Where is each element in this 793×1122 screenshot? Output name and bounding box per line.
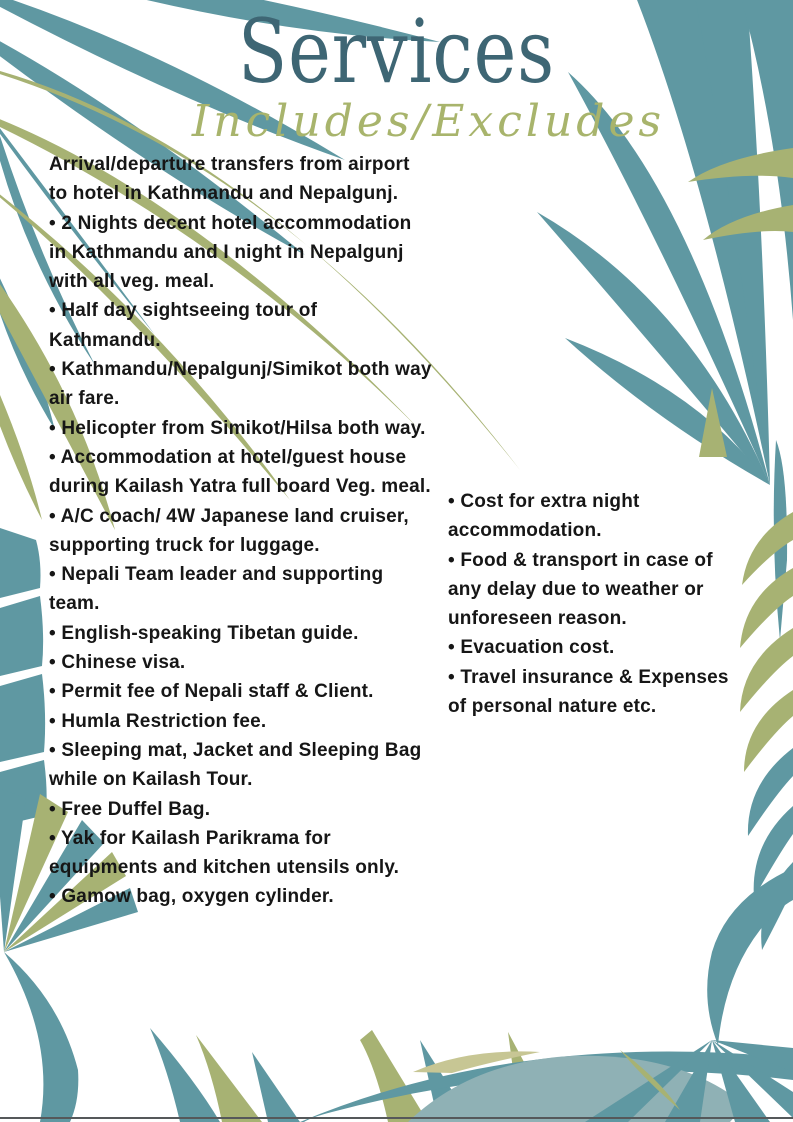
excludes-item: • Travel insurance & Expenses of personal nature etc.: [448, 666, 729, 718]
page-title: [0, 0, 793, 103]
excludes-item: • Food & transport in case of any delay due to weather or unforeseen reason.: [448, 549, 713, 630]
includes-item: • Nepali Team leader and supporting team.: [49, 564, 384, 615]
page-title-text: Services: [237, 0, 556, 103]
includes-item: • 2 Nights decent hotel accommodation in Kathmandu and I night in Nepalgunj with all veg. meal.: [49, 212, 412, 293]
includes-item: Arrival/departure transfers from airport to hotel in Kathmandu and Nepalgunj.: [49, 154, 410, 205]
includes-item: • Free Duffel Bag.: [49, 798, 211, 820]
includes-item: • Helicopter from Simikot/Hilsa both way.: [49, 417, 426, 439]
page-subtitle: Includes/Excludes: [191, 96, 666, 147]
includes-item: • Half day sightseeing tour of Kathmandu.: [49, 300, 318, 351]
includes-item: • Yak for Kailash Parikrama for equipments and kitchen utensils only.: [49, 827, 400, 879]
page-bottom-border: [0, 1117, 793, 1119]
includes-item: • Chinese visa.: [49, 652, 186, 674]
includes-item: • A/C coach/ 4W Japanese land cruiser, supporting truck for luggage.: [49, 505, 409, 556]
includes-item: • Gamow bag, oxygen cylinder.: [49, 886, 334, 908]
includes-item: • Humla Restriction fee.: [49, 710, 267, 732]
includes-item: • Sleeping mat, Jacket and Sleeping Bag while on Kailash Tour.: [49, 739, 422, 791]
excludes-list: [448, 487, 746, 721]
includes-item: • English-speaking Tibetan guide.: [49, 622, 359, 644]
includes-item: • Permit fee of Nepali staff & Client.: [49, 681, 374, 703]
includes-item: • Accommodation at hotel/guest house during Kailash Yatra full board Veg. meal.: [49, 446, 431, 498]
includes-list: [49, 150, 433, 912]
includes-item: • Kathmandu/Nepalgunj/Simikot both way air fare.: [49, 359, 432, 410]
excludes-item: • Evacuation cost.: [448, 637, 615, 659]
excludes-item: • Cost for extra night accommodation.: [448, 491, 640, 542]
